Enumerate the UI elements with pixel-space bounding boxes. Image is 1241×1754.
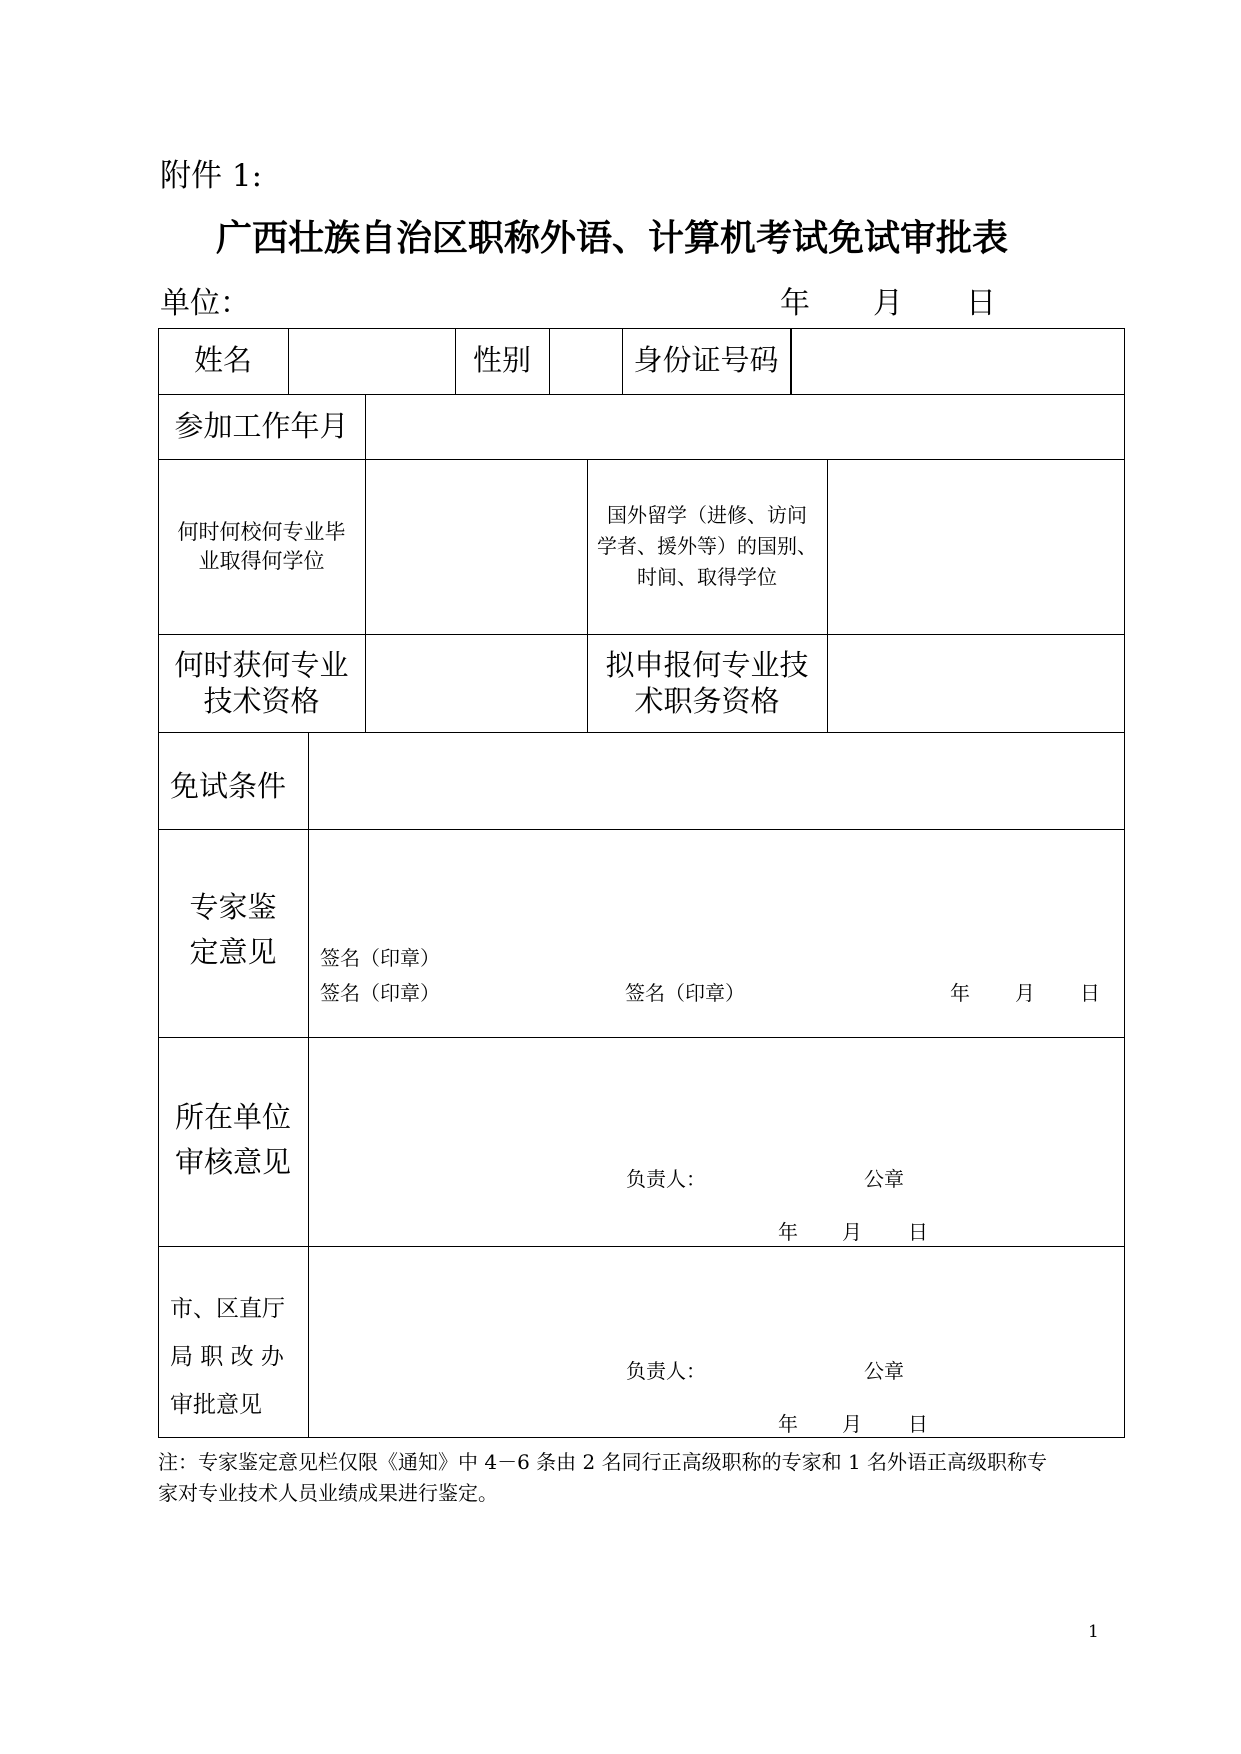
qualification-field[interactable] — [367, 636, 586, 731]
id-number-label: 身份证号码 — [633, 343, 779, 378]
unit-label: 单位： — [160, 286, 250, 321]
city-approval-label — [170, 1285, 285, 1429]
apply-position-line1: 拟申报何专业技 — [605, 647, 809, 682]
note-line-2: 家对专业技术人员业绩成果进行鉴定。 — [158, 1481, 498, 1505]
expert-date-month: 月 — [1015, 981, 1035, 1005]
city-approval-line1: 市、区直厅 — [170, 1296, 285, 1322]
header-date-year: 年 — [780, 286, 810, 321]
city-date-day: 日 — [908, 1412, 928, 1436]
apply-position-field[interactable] — [829, 636, 1123, 731]
unit-date-day: 日 — [908, 1220, 928, 1244]
study-abroad-line2: 学者、援外等）的国别、 — [597, 534, 817, 558]
header-date-day: 日 — [966, 286, 996, 321]
expert-signature-1: 签名（印章） — [320, 946, 440, 970]
study-abroad-field[interactable] — [829, 461, 1123, 633]
graduation-field[interactable] — [367, 461, 586, 633]
city-responsible-label: 负责人： — [626, 1359, 706, 1383]
header-date-month: 月 — [873, 286, 903, 321]
name-label: 姓名 — [193, 343, 252, 378]
expert-signature-2: 签名（印章） — [320, 981, 440, 1005]
gender-field[interactable] — [551, 330, 621, 393]
apply-position-label — [587, 634, 827, 732]
unit-date-month: 月 — [842, 1220, 862, 1244]
expert-opinion-line1: 专家鉴 — [189, 890, 277, 925]
unit-seal-label: 公章 — [864, 1167, 904, 1191]
qualification-label — [158, 634, 365, 732]
graduation-label-line2: 业取得何学位 — [198, 548, 325, 573]
study-abroad-line1: 国外留学（进修、访问 — [607, 503, 807, 527]
qualification-label-line1: 何时获何专业 — [174, 647, 349, 682]
name-field[interactable] — [290, 330, 454, 393]
exempt-condition-field[interactable] — [310, 734, 1123, 828]
study-abroad-label — [587, 459, 827, 634]
city-date-month: 月 — [842, 1412, 862, 1436]
work-start-field[interactable] — [367, 396, 1123, 458]
gender-label: 性别 — [472, 343, 531, 378]
expert-signature-3: 签名（印章） — [625, 981, 745, 1005]
unit-date-year: 年 — [778, 1220, 798, 1244]
graduation-label — [158, 459, 365, 634]
city-approval-line2: 局 职 改 办 — [170, 1344, 284, 1370]
unit-review-line1: 所在单位 — [174, 1100, 291, 1135]
city-date-year: 年 — [778, 1412, 798, 1436]
attachment-label: 附件 1: — [160, 158, 263, 194]
expert-opinion-line2: 定意见 — [189, 935, 277, 969]
graduation-label-line1: 何时何校何专业毕 — [177, 520, 346, 545]
expert-date-day: 日 — [1080, 981, 1100, 1005]
expert-opinion-label — [158, 880, 308, 980]
apply-position-line2: 术职务资格 — [634, 684, 780, 718]
id-number-field[interactable] — [793, 330, 1123, 393]
note-line-1: 注：专家鉴定意见栏仅限《通知》中 4－6 条由 2 名同行正高级职称的专家和 1 名外语正高级职称专 — [158, 1450, 1048, 1474]
work-start-label: 参加工作年月 — [174, 408, 349, 443]
unit-review-label — [158, 1090, 308, 1190]
exempt-condition-label: 免试条件 — [170, 769, 287, 803]
city-approval-line3: 审批意见 — [170, 1392, 262, 1418]
page-number: 1 — [1088, 1622, 1099, 1642]
study-abroad-line3: 时间、取得学位 — [637, 565, 777, 589]
unit-responsible-label: 负责人： — [626, 1167, 706, 1191]
expert-date-year: 年 — [950, 981, 970, 1005]
unit-review-line2: 审核意见 — [174, 1145, 291, 1179]
qualification-label-line2: 技术资格 — [203, 684, 320, 718]
city-seal-label: 公章 — [864, 1359, 904, 1383]
page-title: 广西壮族自治区职称外语、计算机考试免试审批表 — [216, 217, 1009, 259]
